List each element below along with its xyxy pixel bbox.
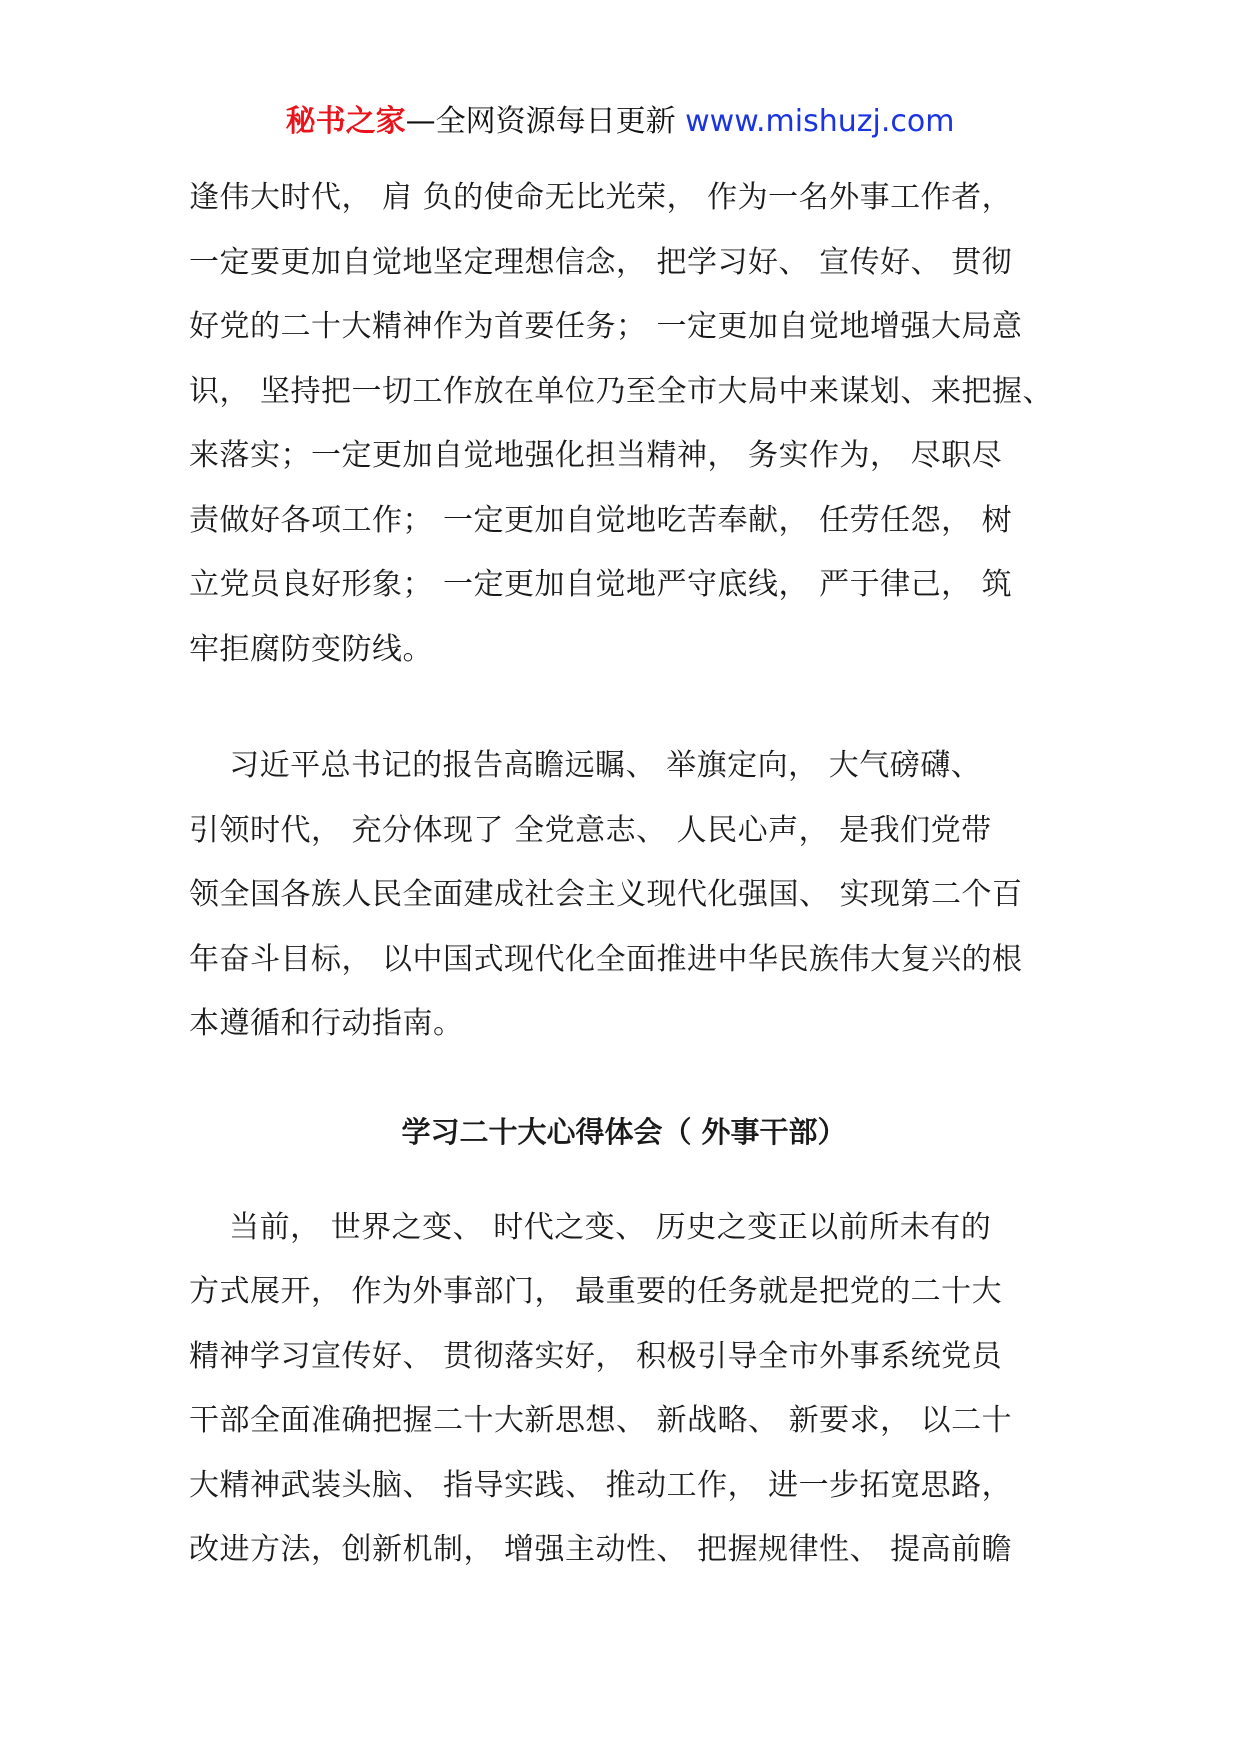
text-line: 改进方法，创新机制， 增强主动性、 把握规律性、 提高前瞻 [189, 1532, 1013, 1567]
text-line: 好党的二十大精神作为首要任务； 一定更加自觉地增强大局意 [189, 309, 1023, 344]
text-line: 来落实；一定更加自觉地强化担当精神， 务实作为， 尽职尽 [189, 438, 1003, 473]
text-line: 本遵循和行动指南。 [189, 1006, 464, 1041]
site-slogan: —全网资源每日更新 [405, 104, 676, 139]
paragraph-spacer [189, 1164, 1059, 1196]
text-line: 干部全面准确把握二十大新思想、 新战略、 新要求， 以二十 [189, 1403, 1013, 1438]
section-title: 学习二十大心得体会（ 外事干部） [401, 1114, 847, 1149]
paragraph-3 [189, 1196, 1059, 1583]
paragraph-spacer [189, 682, 1059, 734]
text-line: 大精神武装头脑、 指导实践、 推动工作， 进一步拓宽思路， [189, 1467, 1013, 1503]
text-line: 引领时代， 充分体现了 全党意志、 人民心声， 是我们党带 [189, 812, 992, 848]
site-url-link[interactable]: www.mishuzj.com [685, 104, 955, 139]
text-line: 逢伟大时代， 肩 负的使命无比光荣， 作为一名外事工作者， [189, 180, 1013, 215]
text-line: 牢拒腐防变防线。 [189, 631, 433, 667]
text-line: 责做好各项工作； 一定更加自觉地吃苦奉献， 任劳任怨， 树 [189, 502, 1013, 538]
text-line: 领全国各族人民全面建成社会主义现代化强国、 实现第二个百 [189, 877, 1023, 912]
paragraph-spacer [189, 1057, 1059, 1100]
text-line: 方式展开， 作为外事部门， 最重要的任务就是把党的二十大 [189, 1274, 1003, 1309]
text-line: 精神学习宣传好、 贯彻落实好， 积极引导全市外事系统党员 [189, 1338, 1003, 1374]
text-line: 年奋斗目标， 以中国式现代化全面推进中华民族伟大复兴的根 [189, 941, 1023, 977]
text-line: 识， 坚持把一切工作放在单位乃至全市大局中来谋划、来把握、 [189, 373, 1054, 409]
paragraph-1 [189, 166, 1059, 682]
site-header [0, 102, 1240, 142]
paragraph-2 [189, 734, 1059, 1057]
text-line: 当前， 世界之变、 时代之变、 历史之变正以前所未有的 [189, 1209, 992, 1245]
text-line: 习近平总书记的报告高瞻远瞩、 举旗定向， 大气磅礴、 [189, 748, 982, 783]
text-line: 立党员良好形象； 一定更加自觉地严守底线， 严于律己， 筑 [189, 567, 1013, 602]
site-brand: 秘书之家 [285, 104, 406, 139]
text-line: 一定要更加自觉地坚定理想信念， 把学习好、 宣传好、 贯彻 [189, 244, 1013, 280]
document-body [189, 166, 1059, 1583]
